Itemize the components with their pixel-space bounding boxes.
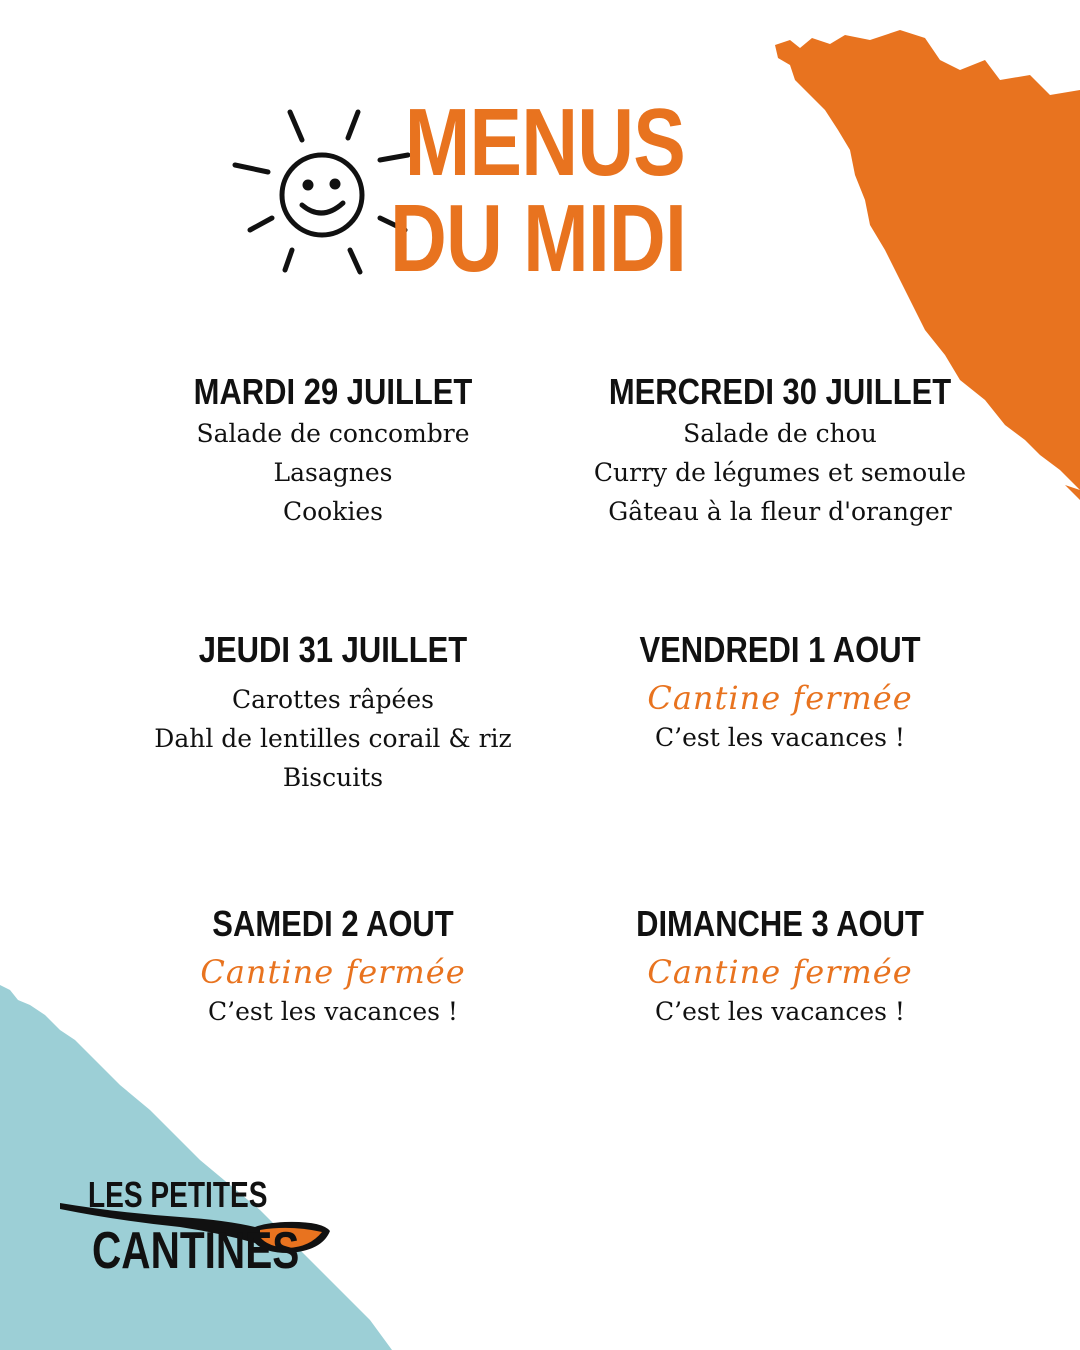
title-line-1: MENUS <box>404 89 685 196</box>
closed-label: Cantine fermée <box>200 953 466 991</box>
header <box>230 89 770 295</box>
day-block <box>565 630 995 756</box>
dish-list <box>118 680 548 797</box>
day-block <box>565 372 995 531</box>
day-block <box>565 904 995 1030</box>
day-block <box>118 904 548 1030</box>
title-line-2: DU MIDI <box>390 185 686 292</box>
holiday-note: C’est les vacances ! <box>655 997 905 1026</box>
dish: Salade de concombre <box>196 419 470 448</box>
day-heading: SAMEDI 2 AOUT <box>212 903 454 944</box>
day-heading: VENDREDI 1 AOUT <box>639 629 921 670</box>
dish: Lasagnes <box>273 458 393 487</box>
day-heading: DIMANCHE 3 AOUT <box>636 903 924 944</box>
holiday-note: C’est les vacances ! <box>208 997 458 1026</box>
logo-line-2: CANTINES <box>92 1222 300 1280</box>
day-heading: JEUDI 31 JUILLET <box>198 629 468 670</box>
day-block <box>118 630 548 797</box>
holiday-note: C’est les vacances ! <box>655 723 905 752</box>
dish: Cookies <box>283 497 383 526</box>
dish: Dahl de lentilles corail & riz <box>154 724 512 753</box>
dish: Carottes râpées <box>232 685 434 714</box>
closed-label: Cantine fermée <box>647 953 913 991</box>
dish: Curry de légumes et semoule <box>593 458 967 487</box>
logo-line-1: LES PETITES <box>88 1174 268 1215</box>
dish-list <box>118 414 548 531</box>
dish-list <box>565 414 995 531</box>
page-title <box>390 89 686 292</box>
day-block <box>118 372 548 531</box>
dish: Biscuits <box>282 763 384 792</box>
brand-logo <box>60 1175 350 1285</box>
day-heading: MERCREDI 30 JUILLET <box>608 371 952 412</box>
closed-label: Cantine fermée <box>647 679 913 717</box>
smiling-sun-icon <box>230 100 410 280</box>
day-heading: MARDI 29 JUILLET <box>193 371 473 412</box>
dish: Gâteau à la fleur d'oranger <box>608 497 952 526</box>
dish: Salade de chou <box>683 419 877 448</box>
